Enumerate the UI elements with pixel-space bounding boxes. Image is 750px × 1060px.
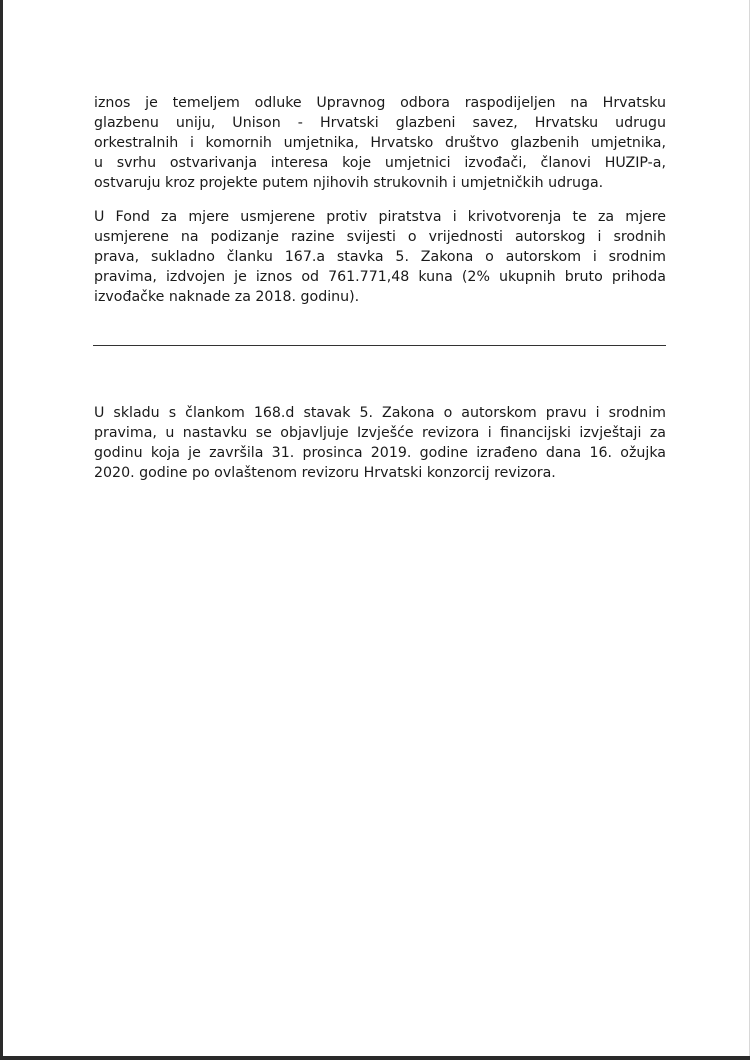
scan-edge-left: [0, 0, 3, 1060]
text-line: glazbenu uniju, Unison - Hrvatski glazbeni savez, Hrvatsku udrugu: [94, 115, 666, 131]
text-line: usmjerene na podizanje razine svijesti o vrijednosti autorskog i srodnih: [94, 229, 666, 245]
section-divider: [93, 345, 666, 346]
text-line: prava, sukladno članku 167.a stavka 5. Zakona o autorskom i srodnim: [94, 249, 666, 265]
text-line: U skladu s člankom 168.d stavak 5. Zakona o autorskom pravu i srodnim: [94, 405, 666, 421]
text-line: izvođačke naknade za 2018. godinu).: [94, 289, 360, 305]
text-line: 2020. godine po ovlaštenom revizoru Hrvatski konzorcij revizora.: [94, 465, 556, 481]
paragraph-distribution: [94, 93, 666, 193]
text-line: pravima, u nastavku se objavljuje Izvješće revizora i financijski izvještaji za: [94, 425, 666, 441]
text-line: ostvaruju kroz projekte putem njihovih strukovnih i umjetničkih udruga.: [94, 175, 604, 191]
text-line: pravima, izdvojen je iznos od 761.771,48 kuna (2% ukupnih bruto prihoda: [94, 269, 666, 285]
text-line: iznos je temeljem odluke Upravnog odbora raspodijeljen na Hrvatsku: [94, 95, 666, 111]
text-line: u svrhu ostvarivanja interesa koje umjetnici izvođači, članovi HUZIP-a,: [94, 155, 666, 171]
text-line: godinu koja je završila 31. prosinca 2019. godine izrađeno dana 16. ožujka: [94, 445, 666, 461]
paragraph-anti-piracy-fund: [94, 207, 666, 307]
text-line: U Fond za mjere usmjerene protiv piratstva i krivotvorenja te za mjere: [94, 209, 666, 225]
scan-edge-bottom: [0, 1056, 750, 1060]
paragraph-audit-report: [94, 403, 666, 483]
text-line: orkestralnih i komornih umjetnika, Hrvatsko društvo glazbenih umjetnika,: [94, 135, 666, 151]
